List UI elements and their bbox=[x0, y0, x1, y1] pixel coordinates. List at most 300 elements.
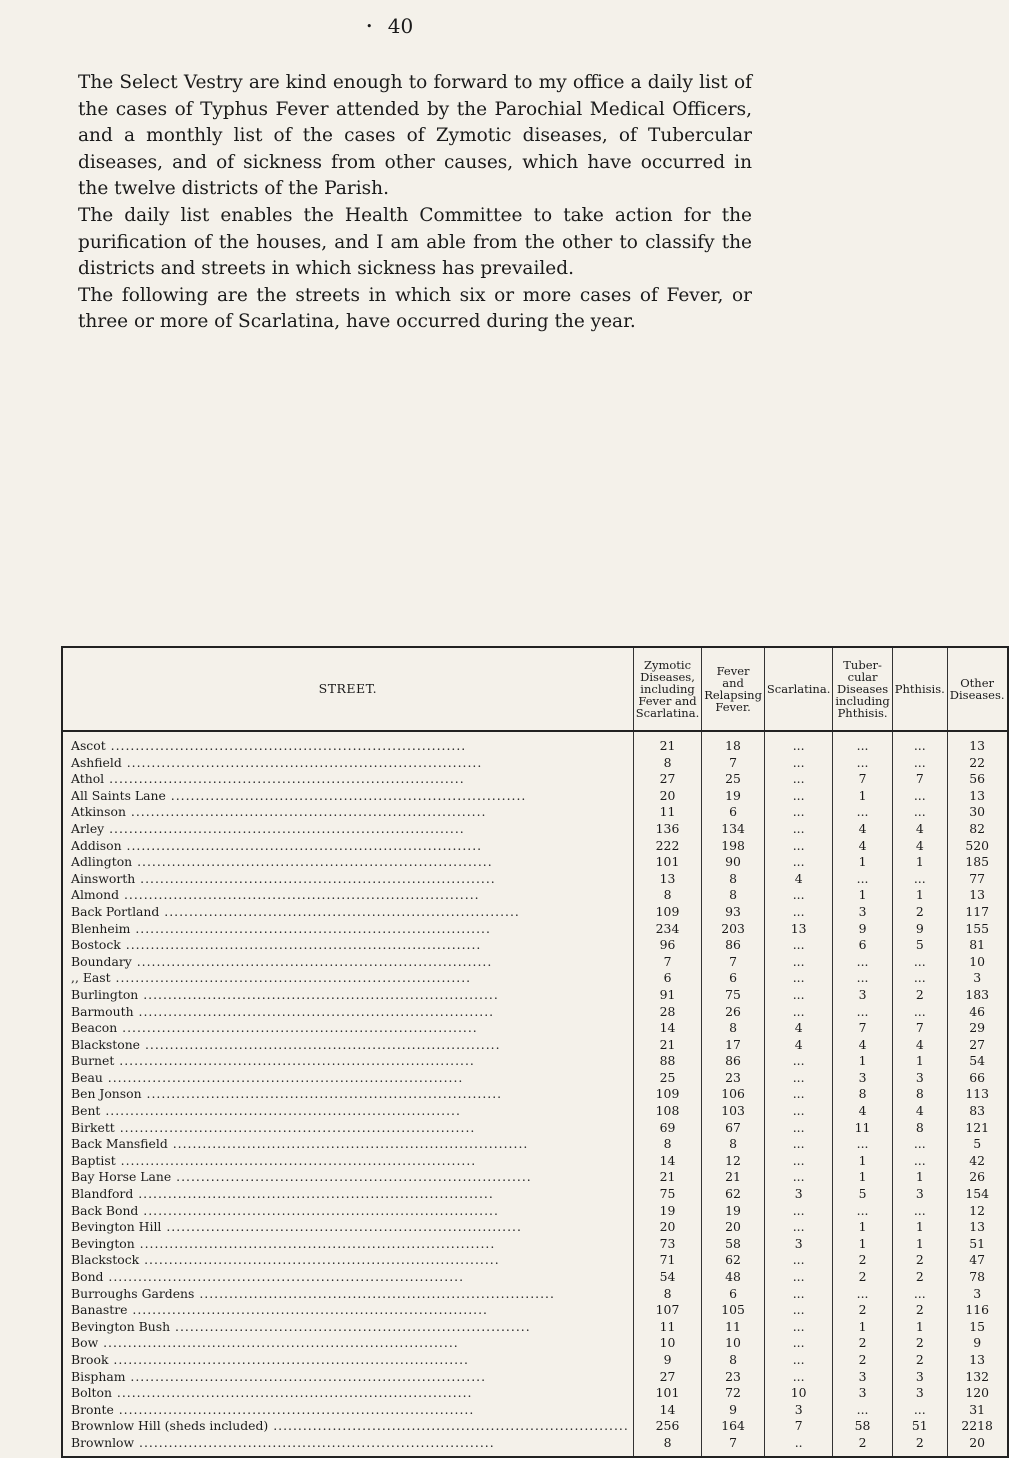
street-name: Brownlow Hill (sheds included) ..... bbox=[71, 1418, 629, 1433]
cell-zymotic: 7 bbox=[633, 954, 701, 971]
header-zymotic: Zymotic Diseases, including Fever and Scarlatina. bbox=[633, 647, 701, 731]
cell-phthisis: ... bbox=[892, 1203, 947, 1220]
cell-fever: 90 bbox=[702, 854, 765, 871]
cell-scarlatina: ... bbox=[764, 731, 832, 755]
cell-street bbox=[62, 1053, 633, 1070]
cell-street bbox=[62, 838, 633, 855]
cell-phthisis: 4 bbox=[892, 821, 947, 838]
cell-phthisis: 7 bbox=[892, 771, 947, 788]
table-row bbox=[62, 838, 1008, 855]
cell-phthisis: 4 bbox=[892, 1037, 947, 1054]
cell-zymotic: 14 bbox=[633, 1153, 701, 1170]
cell-fever: 134 bbox=[702, 821, 765, 838]
header-fever: Fever and Relapsing Fever. bbox=[702, 647, 765, 731]
cell-street bbox=[62, 871, 633, 888]
cell-other: 9 bbox=[973, 1335, 982, 1351]
street-name: Brook ..... bbox=[71, 1352, 469, 1367]
cell-zymotic: 73 bbox=[633, 1236, 701, 1253]
cell-phthisis: ... bbox=[892, 755, 947, 772]
cell-other: 30 bbox=[969, 804, 986, 820]
cell-other: 155 bbox=[965, 920, 989, 936]
cell-phthisis: 3 bbox=[892, 1385, 947, 1402]
street-name: Bevington Hill ..... bbox=[71, 1219, 522, 1234]
street-name: Athol ..... bbox=[71, 771, 465, 786]
street-name: Ben Jonson ..... bbox=[71, 1086, 502, 1101]
cell-phthisis: 2 bbox=[892, 904, 947, 921]
cell-zymotic: 101 bbox=[633, 854, 701, 871]
header-street: STREET. bbox=[62, 647, 633, 731]
cell-scarlatina: ... bbox=[764, 937, 832, 954]
cell-fever: 25 bbox=[702, 771, 765, 788]
street-name: All Saints Lane ..... bbox=[71, 788, 526, 803]
paragraph-select-vestry: The Select Vestry are kind enough to forward to my office a daily list of the cases of Typhus Fever attended by the Parochial Medical Officers, and a monthly list of the cases of Zymotic diseases, of Tubercular diseases, and of sickness from other causes, which have occurred in the twelve districts of the Parish. bbox=[78, 72, 752, 200]
cell-street bbox=[62, 904, 633, 921]
cell-scarlatina: ... bbox=[764, 755, 832, 772]
table-row bbox=[62, 1335, 1008, 1352]
table-row bbox=[62, 887, 1008, 904]
cell-other: 12 bbox=[969, 1202, 986, 1218]
cell-zymotic: 91 bbox=[633, 987, 701, 1004]
cell-scarlatina: ... bbox=[764, 1269, 832, 1286]
cell-tubercular: 2 bbox=[833, 1269, 892, 1286]
table-row bbox=[62, 771, 1008, 788]
cell-street bbox=[62, 921, 633, 938]
street-name: Burlington ..... bbox=[71, 987, 499, 1002]
cell-phthisis: 2 bbox=[892, 1435, 947, 1457]
cell-scarlatina: ... bbox=[764, 821, 832, 838]
cell-fever: 106 bbox=[702, 1086, 765, 1103]
cell-other: 82 bbox=[969, 820, 986, 836]
cell-tubercular: 5 bbox=[833, 1186, 892, 1203]
cell-phthisis: 3 bbox=[892, 1070, 947, 1087]
cell-street bbox=[62, 1352, 633, 1369]
cell-street bbox=[62, 1402, 633, 1419]
cell-phthisis: 2 bbox=[892, 987, 947, 1004]
cell-fever: 86 bbox=[702, 1053, 765, 1070]
introduction-text bbox=[78, 70, 752, 336]
cell-fever: 8 bbox=[702, 1352, 765, 1369]
cell-street bbox=[62, 1186, 633, 1203]
cell-scarlatina: ... bbox=[764, 970, 832, 987]
cell-scarlatina: ... bbox=[764, 904, 832, 921]
table-row bbox=[62, 1103, 1008, 1120]
cell-phthisis: 1 bbox=[892, 1219, 947, 1236]
cell-street bbox=[62, 1302, 633, 1319]
page-number: 40 bbox=[387, 14, 414, 38]
cell-tubercular: 58 bbox=[833, 1418, 892, 1435]
cell-tubercular: ... bbox=[833, 1136, 892, 1153]
cell-zymotic: 27 bbox=[633, 771, 701, 788]
street-name: Bronte ..... bbox=[71, 1402, 474, 1417]
cell-tubercular: 2 bbox=[833, 1252, 892, 1269]
cell-other: 154 bbox=[965, 1186, 989, 1202]
cell-zymotic: 28 bbox=[633, 1004, 701, 1021]
cell-phthisis: 2 bbox=[892, 1252, 947, 1269]
cell-zymotic: 14 bbox=[633, 1020, 701, 1037]
cell-phthisis: 5 bbox=[892, 937, 947, 954]
cell-phthisis: ... bbox=[892, 1136, 947, 1153]
table-row bbox=[62, 1219, 1008, 1236]
cell-tubercular: 1 bbox=[833, 1053, 892, 1070]
header-tubercular: Tuber-cular Diseases including Phthisis. bbox=[833, 647, 892, 731]
cell-tubercular: 3 bbox=[833, 1369, 892, 1386]
cell-zymotic: 20 bbox=[633, 788, 701, 805]
cell-other: 78 bbox=[969, 1269, 986, 1284]
cell-street bbox=[62, 987, 633, 1004]
cell-street bbox=[62, 821, 633, 838]
cell-street bbox=[62, 1136, 633, 1153]
cell-phthisis: 1 bbox=[892, 854, 947, 871]
cell-fever: 8 bbox=[702, 887, 765, 904]
page-bullet-mark: • bbox=[366, 20, 373, 33]
cell-street bbox=[62, 1319, 633, 1336]
cell-zymotic: 11 bbox=[633, 1319, 701, 1336]
cell-tubercular: ... bbox=[833, 1004, 892, 1021]
table-row bbox=[62, 1120, 1008, 1137]
street-name: Ashfield ..... bbox=[71, 755, 482, 770]
street-name: Beacon ..... bbox=[71, 1020, 478, 1035]
cell-fever: 8 bbox=[702, 871, 765, 888]
street-name: Boundary ..... bbox=[71, 954, 492, 969]
cell-street bbox=[62, 1219, 633, 1236]
cell-fever: 8 bbox=[702, 1136, 765, 1153]
cell-street bbox=[62, 1169, 633, 1186]
cell-phthisis: 9 bbox=[892, 921, 947, 938]
table-row bbox=[62, 1203, 1008, 1220]
cell-phthisis: 4 bbox=[892, 838, 947, 855]
street-name: ,, East ..... bbox=[71, 970, 471, 985]
cell-zymotic: 10 bbox=[633, 1335, 701, 1352]
cell-tubercular: 8 bbox=[833, 1086, 892, 1103]
cell-other: 13 bbox=[969, 738, 986, 753]
cell-fever: 75 bbox=[702, 987, 765, 1004]
cell-tubercular: 3 bbox=[833, 1070, 892, 1087]
cell-other: 26 bbox=[969, 1169, 986, 1185]
table-row bbox=[62, 755, 1008, 772]
cell-scarlatina: ... bbox=[764, 1319, 832, 1336]
cell-scarlatina: ... bbox=[764, 1286, 832, 1303]
cell-tubercular: 2 bbox=[833, 1352, 892, 1369]
cell-phthisis: ... bbox=[892, 804, 947, 821]
cell-phthisis: ... bbox=[892, 1286, 947, 1303]
cell-tubercular: 4 bbox=[833, 1037, 892, 1054]
cell-tubercular: ... bbox=[833, 1402, 892, 1419]
street-name: Burroughs Gardens ..... bbox=[71, 1286, 555, 1301]
cell-other: 83 bbox=[969, 1103, 986, 1119]
cell-scarlatina: ... bbox=[764, 1004, 832, 1021]
table-row bbox=[62, 1319, 1008, 1336]
header-other: Other Diseases. bbox=[947, 647, 1007, 731]
cell-zymotic: 109 bbox=[633, 1086, 701, 1103]
cell-street bbox=[62, 771, 633, 788]
cell-zymotic: 8 bbox=[633, 755, 701, 772]
cell-phthisis: 8 bbox=[892, 1120, 947, 1137]
street-name: Blenheim ..... bbox=[71, 921, 491, 936]
cell-street bbox=[62, 1385, 633, 1402]
cell-fever: 19 bbox=[702, 1203, 765, 1220]
table-row bbox=[62, 1153, 1008, 1170]
table-row bbox=[62, 1418, 1008, 1435]
table-row bbox=[62, 854, 1008, 871]
street-name: Bow ..... bbox=[71, 1335, 459, 1350]
cell-phthisis: ... bbox=[892, 731, 947, 755]
cell-tubercular: 1 bbox=[833, 854, 892, 871]
table-row bbox=[62, 1186, 1008, 1203]
cell-tubercular: 2 bbox=[833, 1335, 892, 1352]
cell-scarlatina: ... bbox=[764, 1153, 832, 1170]
cell-phthisis: 1 bbox=[892, 1169, 947, 1186]
cell-scarlatina: ... bbox=[764, 1103, 832, 1120]
cell-tubercular: 3 bbox=[833, 1385, 892, 1402]
cell-zymotic: 108 bbox=[633, 1103, 701, 1120]
cell-street bbox=[62, 804, 633, 821]
cell-scarlatina: 13 bbox=[764, 921, 832, 938]
cell-fever: 12 bbox=[702, 1153, 765, 1170]
cell-tubercular: 9 bbox=[833, 921, 892, 938]
cell-zymotic: 21 bbox=[633, 1169, 701, 1186]
cell-street bbox=[62, 1286, 633, 1303]
cell-street bbox=[62, 887, 633, 904]
cell-scarlatina: ... bbox=[764, 1369, 832, 1386]
table-row bbox=[62, 731, 1008, 755]
cell-other: 81 bbox=[969, 937, 986, 953]
cell-fever: 7 bbox=[702, 1435, 765, 1457]
header-scarlatina: Scarlatina. bbox=[764, 647, 832, 731]
cell-zymotic: 20 bbox=[633, 1219, 701, 1236]
cell-phthisis: 1 bbox=[892, 1236, 947, 1253]
table-body bbox=[62, 731, 1008, 1457]
cell-scarlatina: ... bbox=[764, 1086, 832, 1103]
cell-tubercular: 1 bbox=[833, 887, 892, 904]
cell-street bbox=[62, 1203, 633, 1220]
cell-street bbox=[62, 1252, 633, 1269]
cell-street bbox=[62, 1037, 633, 1054]
table-row bbox=[62, 1086, 1008, 1103]
table-row bbox=[62, 1369, 1008, 1386]
cell-other: 29 bbox=[969, 1020, 986, 1036]
paragraph-daily-list: The daily list enables the Health Committee to take action for the purification of the houses, and I am able from the other to classify the districts and streets in which sickness has prevailed. bbox=[78, 204, 752, 280]
cell-zymotic: 8 bbox=[633, 1136, 701, 1153]
cell-zymotic: 21 bbox=[633, 731, 701, 755]
cell-street bbox=[62, 1004, 633, 1021]
cell-other: 13 bbox=[969, 787, 986, 803]
cell-street bbox=[62, 937, 633, 954]
cell-scarlatina: ... bbox=[764, 838, 832, 855]
table-row bbox=[62, 1402, 1008, 1419]
cell-street bbox=[62, 1070, 633, 1087]
table-row bbox=[62, 1269, 1008, 1286]
cell-street bbox=[62, 1153, 633, 1170]
cell-zymotic: 136 bbox=[633, 821, 701, 838]
streets-sickness-table bbox=[61, 646, 1009, 1458]
cell-phthisis: 3 bbox=[892, 1369, 947, 1386]
cell-other: 56 bbox=[969, 771, 986, 787]
cell-phthisis: ... bbox=[892, 871, 947, 888]
cell-tubercular: 3 bbox=[833, 987, 892, 1004]
street-name: Burnet ..... bbox=[71, 1053, 475, 1068]
table-row bbox=[62, 1004, 1008, 1021]
cell-other: 27 bbox=[969, 1036, 986, 1052]
cell-zymotic: 101 bbox=[633, 1385, 701, 1402]
cell-zymotic: 9 bbox=[633, 1352, 701, 1369]
cell-fever: 26 bbox=[702, 1004, 765, 1021]
cell-tubercular: ... bbox=[833, 871, 892, 888]
table-row bbox=[62, 1037, 1008, 1054]
street-name: Birkett ..... bbox=[71, 1120, 475, 1135]
cell-fever: 7 bbox=[702, 954, 765, 971]
cell-zymotic: 8 bbox=[633, 887, 701, 904]
cell-phthisis: 51 bbox=[892, 1418, 947, 1435]
cell-scarlatina: 3 bbox=[764, 1186, 832, 1203]
cell-other: 121 bbox=[965, 1119, 989, 1135]
cell-other: 183 bbox=[965, 986, 989, 1002]
street-name: Almond ..... bbox=[71, 887, 480, 902]
cell-other: 113 bbox=[965, 1086, 989, 1102]
street-name: Arley ..... bbox=[71, 821, 465, 836]
cell-tubercular: 1 bbox=[833, 1169, 892, 1186]
street-name: Back Mansfield ..... bbox=[71, 1136, 528, 1151]
table-row bbox=[62, 1435, 1008, 1457]
street-name: Atkinson ..... bbox=[71, 804, 487, 819]
cell-zymotic: 19 bbox=[633, 1203, 701, 1220]
cell-scarlatina: 4 bbox=[764, 1020, 832, 1037]
street-name: Bevington ..... bbox=[71, 1236, 495, 1251]
cell-zymotic: 54 bbox=[633, 1269, 701, 1286]
cell-other: 46 bbox=[969, 1003, 986, 1019]
table-row bbox=[62, 954, 1008, 971]
cell-scarlatina: 4 bbox=[764, 1037, 832, 1054]
cell-phthisis: 2 bbox=[892, 1302, 947, 1319]
cell-tubercular: 7 bbox=[833, 1020, 892, 1037]
cell-tubercular: 1 bbox=[833, 1153, 892, 1170]
cell-fever: 23 bbox=[702, 1070, 765, 1087]
cell-zymotic: 109 bbox=[633, 904, 701, 921]
cell-street bbox=[62, 970, 633, 987]
table-row bbox=[62, 1286, 1008, 1303]
cell-scarlatina: 3 bbox=[764, 1402, 832, 1419]
cell-scarlatina: ... bbox=[764, 1219, 832, 1236]
table-row bbox=[62, 821, 1008, 838]
cell-street bbox=[62, 1103, 633, 1120]
cell-tubercular: 6 bbox=[833, 937, 892, 954]
cell-street bbox=[62, 1236, 633, 1253]
cell-tubercular: 3 bbox=[833, 904, 892, 921]
cell-scarlatina: ... bbox=[764, 1053, 832, 1070]
cell-tubercular: ... bbox=[833, 1203, 892, 1220]
table-row bbox=[62, 1236, 1008, 1253]
table-row bbox=[62, 804, 1008, 821]
header-phthisis: Phthisis. bbox=[892, 647, 947, 731]
street-name: Bevington Bush ..... bbox=[71, 1319, 531, 1334]
cell-scarlatina: ... bbox=[764, 1169, 832, 1186]
table-row bbox=[62, 904, 1008, 921]
cell-scarlatina: ... bbox=[764, 987, 832, 1004]
cell-tubercular: 2 bbox=[833, 1302, 892, 1319]
street-name: Addison ..... bbox=[71, 838, 482, 853]
cell-fever: 10 bbox=[702, 1335, 765, 1352]
cell-scarlatina: ... bbox=[764, 1252, 832, 1269]
cell-tubercular: 11 bbox=[833, 1120, 892, 1137]
cell-scarlatina: 3 bbox=[764, 1236, 832, 1253]
cell-other: 31 bbox=[969, 1401, 986, 1417]
cell-tubercular: ... bbox=[833, 731, 892, 755]
cell-tubercular: ... bbox=[833, 1286, 892, 1303]
street-name: Baptist ..... bbox=[71, 1153, 476, 1168]
cell-fever: 9 bbox=[702, 1402, 765, 1419]
cell-fever: 105 bbox=[702, 1302, 765, 1319]
table-row bbox=[62, 871, 1008, 888]
cell-scarlatina: ... bbox=[764, 1302, 832, 1319]
cell-tubercular: 4 bbox=[833, 838, 892, 855]
cell-other: 54 bbox=[969, 1053, 986, 1069]
cell-fever: 23 bbox=[702, 1369, 765, 1386]
cell-fever: 86 bbox=[702, 937, 765, 954]
cell-other: 3 bbox=[973, 970, 982, 986]
cell-street bbox=[62, 854, 633, 871]
cell-fever: 21 bbox=[702, 1169, 765, 1186]
cell-fever: 93 bbox=[702, 904, 765, 921]
cell-other: 13 bbox=[969, 1219, 986, 1235]
cell-phthisis: 8 bbox=[892, 1086, 947, 1103]
cell-fever: 203 bbox=[702, 921, 765, 938]
street-name: Brownlow ..... bbox=[71, 1435, 495, 1450]
street-name: Adlington ..... bbox=[71, 854, 493, 869]
cell-street bbox=[62, 1335, 633, 1352]
cell-zymotic: 96 bbox=[633, 937, 701, 954]
cell-street bbox=[62, 1120, 633, 1137]
cell-fever: 19 bbox=[702, 788, 765, 805]
cell-other: 42 bbox=[969, 1152, 986, 1168]
cell-other: 116 bbox=[965, 1302, 989, 1318]
cell-other: 3 bbox=[973, 1285, 982, 1301]
cell-scarlatina: ... bbox=[764, 887, 832, 904]
cell-other: 120 bbox=[965, 1385, 989, 1401]
cell-street bbox=[62, 1269, 633, 1286]
cell-other: 66 bbox=[969, 1069, 986, 1085]
cell-street bbox=[62, 1086, 633, 1103]
table-row bbox=[62, 1136, 1008, 1153]
cell-phthisis: ... bbox=[892, 954, 947, 971]
cell-phthisis: 3 bbox=[892, 1186, 947, 1203]
cell-zymotic: 6 bbox=[633, 970, 701, 987]
cell-fever: 18 bbox=[702, 731, 765, 755]
table-row bbox=[62, 1020, 1008, 1037]
street-name: Ainsworth ..... bbox=[71, 871, 496, 886]
cell-scarlatina: ... bbox=[764, 788, 832, 805]
cell-street bbox=[62, 954, 633, 971]
cell-street bbox=[62, 1020, 633, 1037]
street-name: Bispham ..... bbox=[71, 1369, 486, 1384]
table-row bbox=[62, 987, 1008, 1004]
cell-zymotic: 222 bbox=[633, 838, 701, 855]
cell-zymotic: 69 bbox=[633, 1120, 701, 1137]
cell-fever: 58 bbox=[702, 1236, 765, 1253]
cell-tubercular: 1 bbox=[833, 1319, 892, 1336]
cell-phthisis: 2 bbox=[892, 1269, 947, 1286]
cell-fever: 6 bbox=[702, 1286, 765, 1303]
street-name: Blackstone ..... bbox=[71, 1037, 501, 1052]
cell-fever: 17 bbox=[702, 1037, 765, 1054]
street-name: Blackstock ..... bbox=[71, 1252, 500, 1267]
cell-tubercular: 7 bbox=[833, 771, 892, 788]
table-row bbox=[62, 1302, 1008, 1319]
cell-zymotic: 11 bbox=[633, 804, 701, 821]
cell-zymotic: 14 bbox=[633, 1402, 701, 1419]
cell-zymotic: 234 bbox=[633, 921, 701, 938]
cell-phthisis: 7 bbox=[892, 1020, 947, 1037]
cell-scarlatina: .. bbox=[764, 1435, 832, 1457]
cell-scarlatina: ... bbox=[764, 1136, 832, 1153]
